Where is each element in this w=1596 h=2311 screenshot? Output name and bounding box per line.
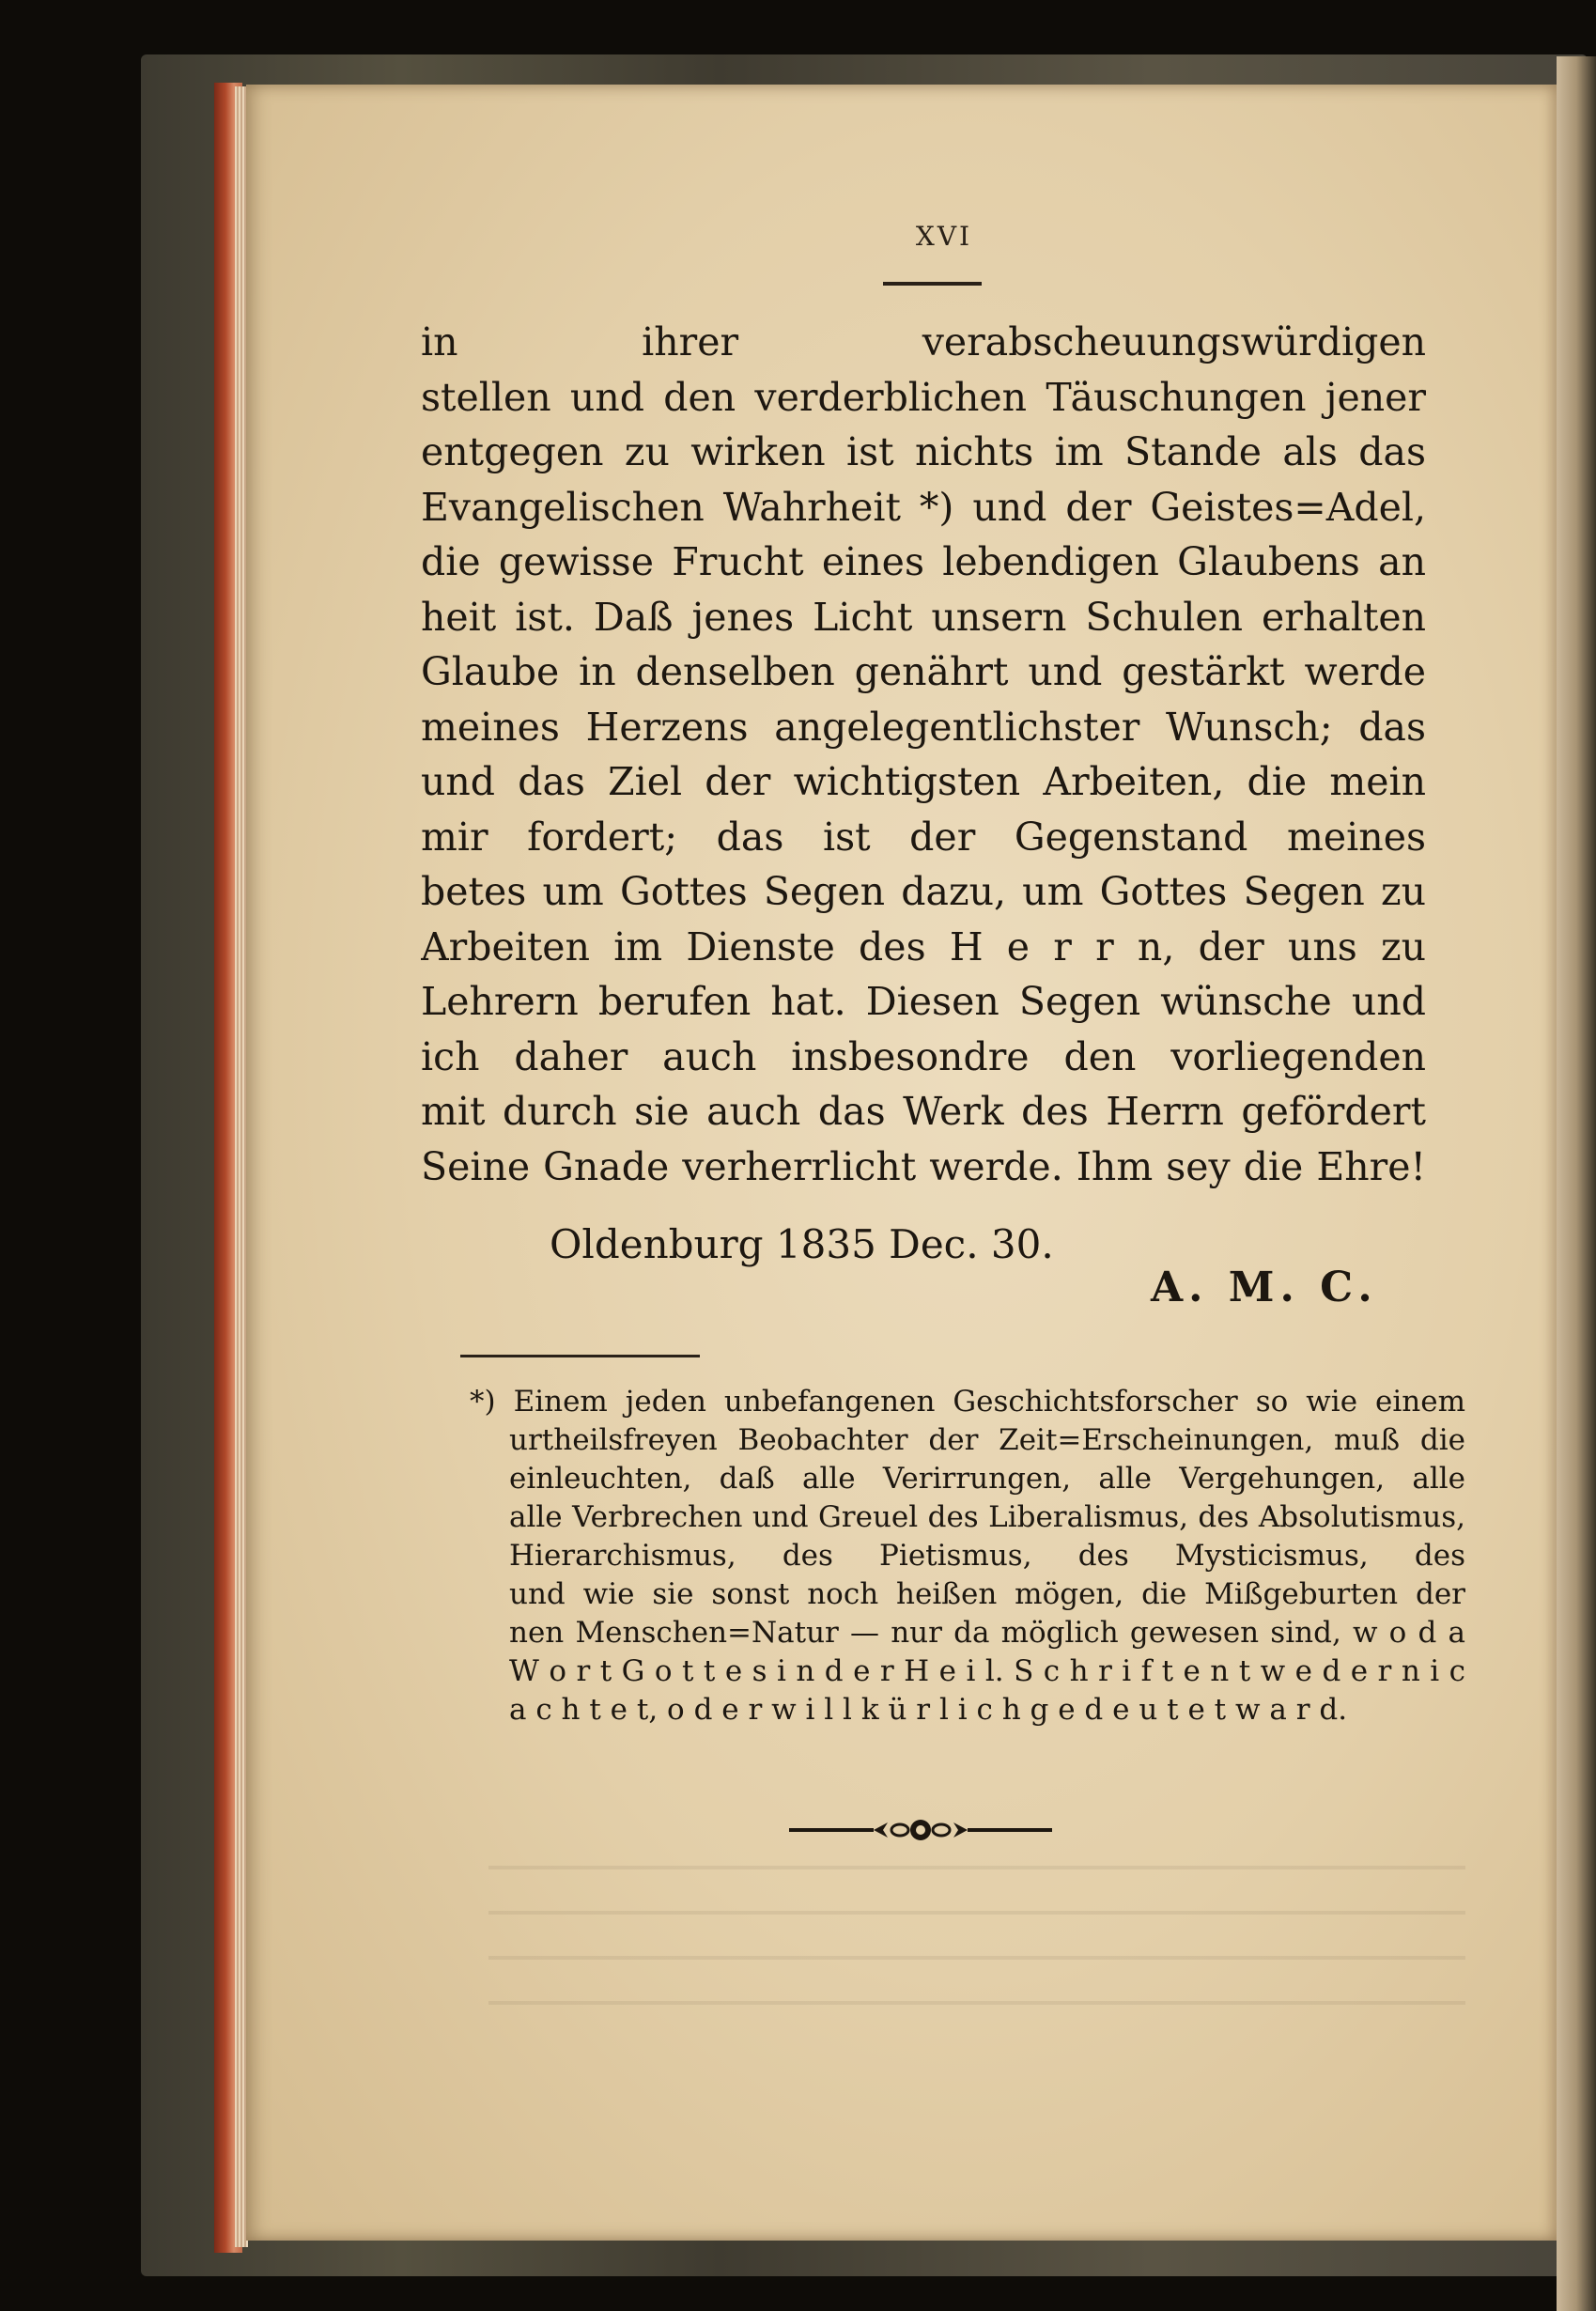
text-line: Evangelischen Wahrheit *) und der Geistes=Adel, xyxy=(421,484,1426,530)
text-line: meines Herzens angelegentlichster Wunsch; das xyxy=(421,704,1426,750)
show-through xyxy=(488,1841,1465,2029)
footnote-line: Hierarchismus, des Pietismus, des Mysticismus, des xyxy=(509,1539,1465,1573)
text-line: und das Ziel der wichtigsten Arbeiten, die mein xyxy=(421,759,1426,804)
signature-initials: A. M. C. xyxy=(1151,1264,1378,1311)
footnote-line: einleuchten, daß alle Verirrungen, alle Vergehungen, alle xyxy=(509,1462,1465,1496)
header-rule xyxy=(883,282,982,286)
text-line: mit durch sie auch das Werk des Herrn gefördert xyxy=(421,1089,1426,1134)
text-line: Lehrern berufen hat. Diesen Segen wünsche und xyxy=(421,979,1426,1024)
text-line: mir fordert; das ist der Gegenstand meines xyxy=(421,814,1426,860)
text-line: entgegen zu wirken ist nichts im Stande als das xyxy=(421,429,1426,474)
footnote-line: und wie sie sonst noch heißen mögen, die Mißgeburten der xyxy=(509,1577,1465,1611)
footnote-line: W o r t G o t t e s i n d e r H e i l. S c h r i f t e n t w e d e r n i c xyxy=(509,1654,1465,1688)
text-line: ich daher auch insbesondre den vorliegenden xyxy=(421,1033,1426,1079)
page-number: XVI xyxy=(915,221,973,252)
next-page-edge xyxy=(1557,56,1596,2311)
footnote-line: nen Menschen=Natur — nur da möglich gewesen sind, w o d a xyxy=(509,1616,1465,1650)
footnote xyxy=(470,1383,1465,1729)
text-line: betes um Gottes Segen dazu, um Gottes Segen zu xyxy=(421,869,1426,914)
text-line: Arbeiten im Dienste des H e r r n, der uns zu xyxy=(421,923,1426,969)
footnote-line: *) Einem jeden unbefangenen Geschichtsforscher so wie einem xyxy=(470,1385,1465,1419)
text-line: Seine Gnade verherrlicht werde. Ihm sey die Ehre! xyxy=(421,1143,1426,1189)
text-line: stellen und den verderblichen Täuschungen jener xyxy=(421,374,1426,420)
footnote-rule xyxy=(460,1355,700,1357)
text-line: in ihrer verabscheuungswürdigen xyxy=(421,319,1426,364)
text-line: die gewisse Frucht eines lebendigen Glaubens an xyxy=(421,539,1426,584)
footnote-line: alle Verbrechen und Greuel des Liberalismus, des Absolutismus, xyxy=(509,1500,1465,1534)
text-line: Glaube in denselben genährt und gestärkt werde xyxy=(421,649,1426,694)
footnote-line: urtheilsfreyen Beobachter der Zeit=Erscheinungen, muß die xyxy=(509,1423,1465,1457)
main-text xyxy=(421,315,1426,1194)
place-date: Oldenburg 1835 Dec. 30. xyxy=(550,1221,1054,1267)
footnote-line: a c h t e t, o d e r w i l l k ü r l i c h g e d e u t e t w a r d. xyxy=(509,1693,1348,1727)
text-line: heit ist. Daß jenes Licht unsern Schulen erhalten xyxy=(421,594,1426,640)
